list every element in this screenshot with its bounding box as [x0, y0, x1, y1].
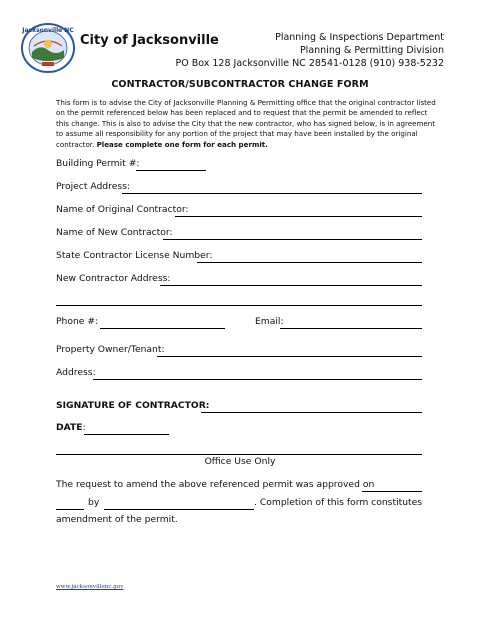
svg-text:Jacksonville NC: Jacksonville NC	[22, 27, 74, 34]
property-owner-field[interactable]	[157, 356, 422, 357]
approval-initial-field[interactable]	[56, 509, 84, 510]
new-contractor-label: Name of New Contractor:	[56, 227, 173, 238]
form-title: CONTRACTOR/SUBCONTRACTOR CHANGE FORM	[111, 79, 369, 90]
phone-label: Phone #:	[56, 316, 99, 327]
city-name: City of Jacksonville	[80, 33, 219, 48]
license-number-field[interactable]	[197, 262, 422, 263]
new-contractor-field[interactable]	[163, 239, 422, 240]
intro-emphasis: Please complete one form for each permit.	[96, 139, 268, 149]
department-name: Planning & Inspections Department	[275, 32, 444, 43]
new-contractor-address-label: New Contractor Address:	[56, 273, 171, 284]
email-label: Email:	[255, 316, 284, 327]
project-address-field[interactable]	[122, 193, 422, 194]
email-field[interactable]	[280, 328, 422, 329]
date-label-text: DATE	[56, 422, 83, 433]
building-permit-label: Building Permit #:	[56, 158, 140, 169]
property-owner-label: Property Owner/Tenant:	[56, 344, 165, 355]
building-permit-field[interactable]	[136, 170, 206, 171]
website-link[interactable]: www.jacksonvillenc.gov	[56, 584, 124, 590]
approval-date-field[interactable]	[362, 491, 422, 492]
owner-address-label: Address:	[56, 367, 96, 378]
original-contractor-label: Name of Original Contractor:	[56, 204, 189, 215]
new-contractor-address-field[interactable]	[160, 285, 422, 286]
intro-paragraph	[56, 98, 436, 150]
original-contractor-field[interactable]	[175, 216, 422, 217]
office-completion-text: . Completion of this form constitutes	[254, 497, 423, 508]
signature-field[interactable]	[201, 412, 422, 413]
owner-address-field[interactable]	[93, 379, 422, 380]
license-number-label: State Contractor License Number:	[56, 250, 213, 261]
office-approval-text: The request to amend the above referenced permit was approved on	[56, 479, 375, 490]
city-seal-logo	[20, 22, 76, 74]
intro-text: This form is to advise the City of Jacksonville Planning & Permitting office that the original contractor listed on the permit referenced below has been replaced and to request that the permit be amended to reflect this change. This is also to advise the City that the new contractor, who has signed below, is in agreement to assume all responsibility for any portion of the project that may have been installed by the original contractor.	[56, 98, 436, 149]
date-label	[56, 422, 86, 433]
mailing-address: PO Box 128 Jacksonville NC 28541-0128 (910) 938-5232	[175, 58, 444, 69]
new-contractor-address-field-line2[interactable]	[56, 305, 422, 306]
office-amendment-text: amendment of the permit.	[56, 514, 178, 525]
project-address-label: Project Address:	[56, 181, 131, 192]
signature-label: SIGNATURE OF CONTRACTOR:	[56, 400, 210, 411]
approved-by-field[interactable]	[104, 509, 254, 510]
office-by-label: by	[88, 497, 100, 508]
office-use-heading: Office Use Only	[204, 456, 276, 467]
division-name: Planning & Permitting Division	[299, 45, 444, 56]
phone-field[interactable]	[100, 328, 225, 329]
date-field[interactable]	[84, 434, 169, 435]
date-label-colon: :	[82, 422, 86, 433]
office-use-divider	[56, 454, 422, 455]
